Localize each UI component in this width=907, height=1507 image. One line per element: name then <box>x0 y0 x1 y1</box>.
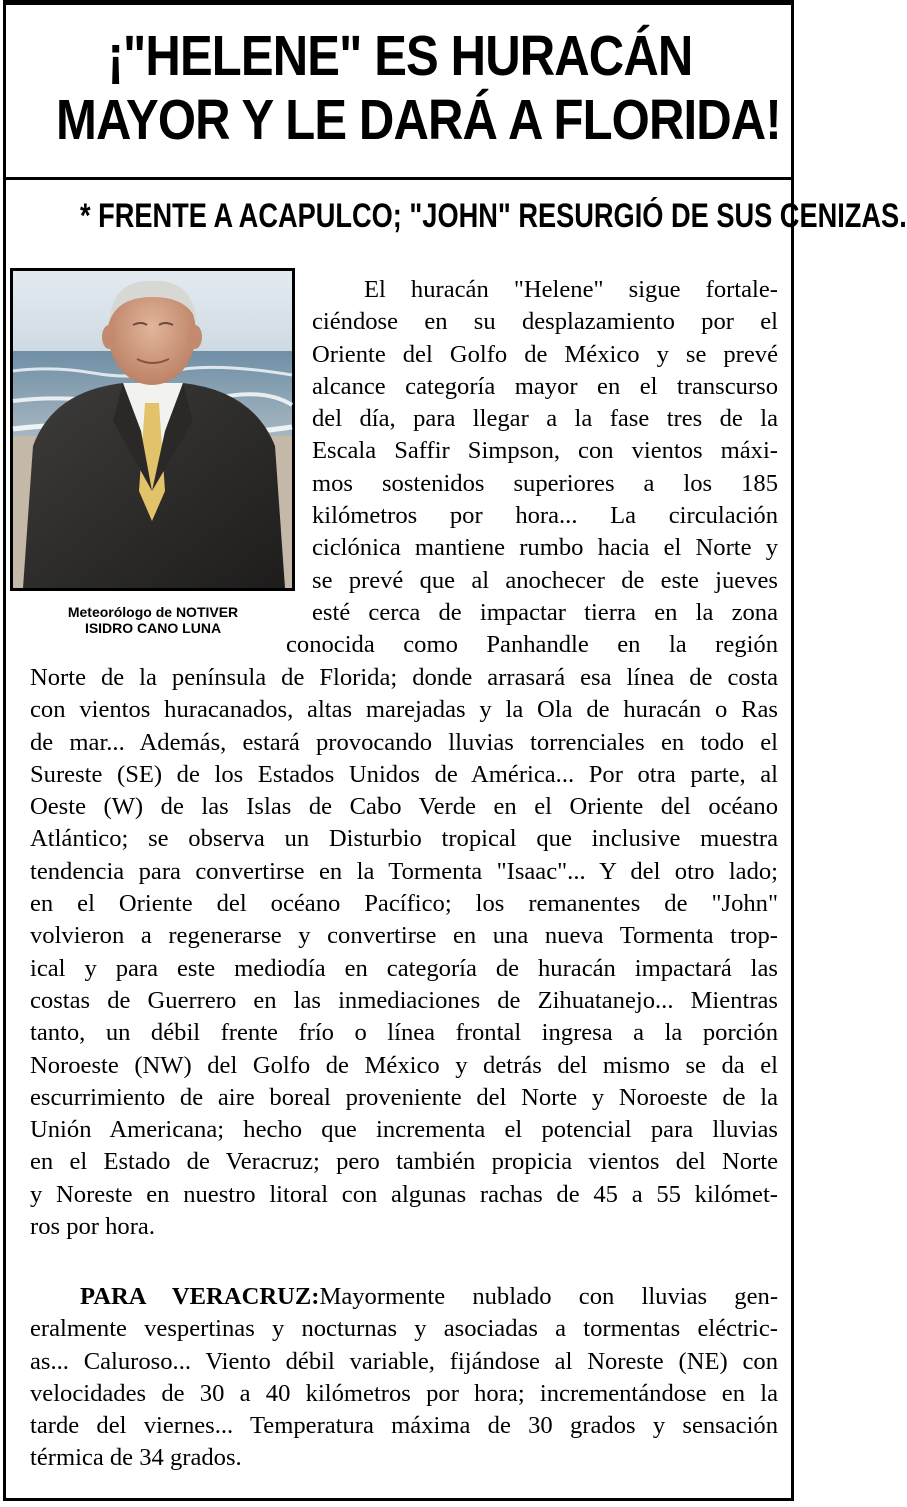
body-line: costas de Guerrero en las inmediaciones de Zihuatanejo... Mientras <box>30 986 778 1014</box>
veracruz-line: velocidades de 30 a 40 kilómetros por hora; incrementándose en la <box>30 1379 778 1407</box>
caption-line-1: Meteorólogo de NOTIVER <box>67 604 239 620</box>
caption-line-2: ISIDRO CANO LUNA <box>84 620 222 636</box>
body-line: volvieron a regenerarse y convertirse en una nueva Tormenta trop- <box>30 922 778 950</box>
veracruz-line: térmica de 34 grados. <box>30 1444 242 1472</box>
body-line: ciclónica mantiene rumbo hacia el Norte y <box>312 534 778 562</box>
body-line: alcance categoría mayor en el transcurso <box>312 372 778 400</box>
veracruz-line: tarde del viernes... Temperatura máxima de 30 grados y sensación <box>30 1412 778 1440</box>
body-line: Noroeste (NW) del Golfo de México y detrás del mismo se da el <box>30 1051 778 1079</box>
headline-divider <box>3 177 794 180</box>
body-line: Sureste (SE) de los Estados Unidos de América... Por otra parte, al <box>30 760 778 788</box>
body-full-text <box>30 662 778 1243</box>
subheadline: * FRENTE A ACAPULCO; "JOHN" RESURGIÓ DE SUS CENIZAS. <box>80 197 907 235</box>
body-line: El huracán "Helene" sigue fortale- <box>364 276 778 303</box>
body-line: Escala Saffir Simpson, con vientos máxi- <box>312 437 778 465</box>
body-line: del día, para llegar a la fase tres de la <box>312 405 778 433</box>
body-line: ciéndose en su desplazamiento por el <box>312 308 778 336</box>
body-line: Atlántico; se observa un Disturbio tropical que inclusive muestra <box>30 825 778 853</box>
portrait-image <box>13 271 292 588</box>
veracruz-forecast <box>30 1281 778 1475</box>
meteorologist-photo <box>10 268 295 591</box>
body-line: tanto, un débil frente frío o línea frontal ingresa a la porción <box>30 1019 778 1047</box>
body-line: escurrimiento de aire boreal proveniente del Norte y Noroeste de la <box>30 1083 778 1111</box>
body-line: y Noreste en nuestro litoral con algunas rachas de 45 a 55 kilómet- <box>30 1180 778 1208</box>
body-line: se prevé que al anochecer de este jueves <box>312 566 778 594</box>
body-line: en el Estado de Veracruz; pero también propicia vientos del Norte <box>30 1148 778 1176</box>
veracruz-line: eralmente vespertinas y nocturnas y asociadas a tormentas eléctric- <box>30 1315 778 1343</box>
body-line: Norte de la península de Florida; donde arrasará esa línea de costa <box>30 664 778 691</box>
body-line: ros por hora. <box>30 1213 155 1241</box>
body-line: tendencia para convertirse en la Tormenta "Isaac"... Y del otro lado; <box>30 857 778 885</box>
veracruz-first-line <box>30 1281 778 1313</box>
body-line: Oriente del Golfo de México y se prevé <box>312 340 778 368</box>
body-line: de mar... Además, estará provocando lluvias torrenciales en todo el <box>30 728 778 756</box>
body-line: Oeste (W) de las Islas de Cabo Verde en el Oriente del océano <box>30 793 778 821</box>
veracruz-first-line-text: Mayormente nublado con lluvias gen- <box>319 1283 779 1310</box>
body-column-text <box>286 274 778 662</box>
body-line: esté cerca de impactar tierra en la zona <box>312 598 778 626</box>
veracruz-line: as... Caluroso... Viento débil variable, fijándose al Noreste (NE) con <box>30 1347 778 1375</box>
headline-line-1: ¡"HELENE" ES HURACÁN <box>107 24 693 88</box>
body-line: en el Oriente del océano Pacífico; los remanentes de "John" <box>30 890 778 918</box>
body-line: ical y para este mediodía en categoría de huracán impactará las <box>30 954 778 982</box>
body-line: kilómetros por hora... La circulación <box>312 502 778 530</box>
headline <box>56 24 781 152</box>
body-line: conocida como Panhandle en la región <box>286 631 778 659</box>
veracruz-label: PARA VERACRUZ: <box>80 1283 320 1310</box>
body-line: Unión Americana; hecho que incrementa el potencial para lluvias <box>30 1116 778 1144</box>
headline-line-2: MAYOR Y LE DARÁ A FLORIDA! <box>56 88 781 152</box>
body-line: mos sostenidos superiores a los 185 <box>312 469 778 497</box>
photo-caption <box>8 604 298 636</box>
body-line: con vientos huracanados, altas marejadas y la Ola de huracán o Ras <box>30 696 778 724</box>
